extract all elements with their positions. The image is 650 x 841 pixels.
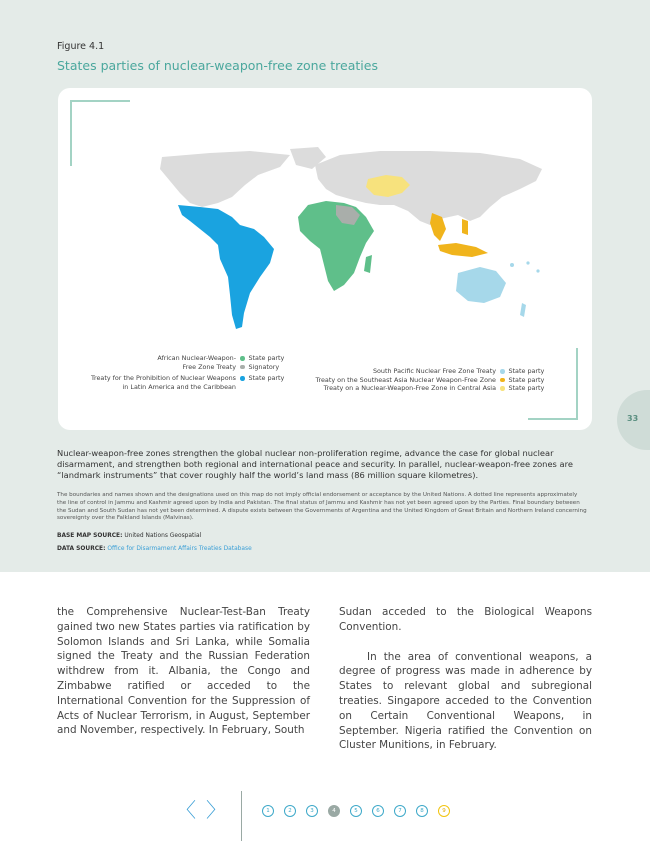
base-map-source xyxy=(57,533,201,539)
legend-label: African Nuclear-Weapon- xyxy=(157,354,236,362)
nav-divider xyxy=(241,791,242,841)
world-map xyxy=(140,145,560,345)
source-label: DATA SOURCE: xyxy=(57,546,106,552)
body-paragraph: In the area of conventional weapons, a degree of progress was made in adherence by States to relevant global and subregional treaties. Singapore acceded to the Convention on Certain Conventional Weapons, in September. Nigeria ratified the Convention on Cluster Munitions, in February. xyxy=(339,650,592,752)
legend-status: State party xyxy=(508,384,545,393)
legend-label: Free Zone Treaty xyxy=(182,362,236,371)
legend-label: Treaty on a Nuclear-Weapon-Free Zone in Central Asia xyxy=(323,384,496,393)
page-dot-active[interactable]: 4 xyxy=(328,805,340,817)
latin-america-zone xyxy=(178,205,274,329)
legend-status: State party xyxy=(508,375,545,384)
chevron-right-icon[interactable]: 〉 xyxy=(206,798,226,822)
north-america-land xyxy=(160,151,290,207)
legend-item-central-asia xyxy=(305,384,544,393)
new-zealand-zone xyxy=(520,303,526,317)
body-column-left xyxy=(57,605,310,753)
legend-label: Treaty on the Southeast Asia Nuclear Weapon-Free Zone xyxy=(315,375,496,384)
chevron-left-icon[interactable]: 〈 xyxy=(176,798,196,822)
figure-label xyxy=(57,41,104,52)
page-dot[interactable]: 6 xyxy=(372,805,384,817)
figure-caption: Nuclear-weapon-free zones strengthen the global nuclear non-proliferation regime, advance the case for global nuclear disarmament, and strengthen both regional and international peace and security. In parallel, nuclear-weapon-free zones are “landmark instruments” that cover roughly half the world’s land mass (86 million square kilometres). xyxy=(57,448,573,481)
philippines-zone xyxy=(462,219,468,235)
decorative-bracket-top-left xyxy=(70,100,130,166)
madagascar-zone xyxy=(364,255,372,273)
body-column-right xyxy=(339,605,592,768)
page-dot[interactable]: 5 xyxy=(350,805,362,817)
body-paragraph: the Comprehensive Nuclear-Test-Ban Treaty gained two new States parties via ratification by Solomon Islands and Sri Lanka, while Somalia signed the Treaty and the Russian Federation withdrew from it. Albania, the Congo and Zimbabwe ratified or acceded to the International Convention for the Suppression of Acts of Nuclear Terrorism, in August, September and November, respectively. In February, South xyxy=(57,606,310,737)
legend-item-latin-america xyxy=(76,374,284,391)
page-dot[interactable]: 1 xyxy=(262,805,274,817)
page-dot[interactable]: 7 xyxy=(394,805,406,817)
legend-right xyxy=(305,367,544,393)
page-dot[interactable]: 8 xyxy=(416,805,428,817)
source-label: BASE MAP SOURCE: xyxy=(57,533,123,539)
figure-title: States parties of nuclear-weapon-free zone treaties xyxy=(57,58,378,73)
legend-item-south-pacific xyxy=(305,367,544,376)
legend-status: State party xyxy=(508,367,545,375)
page-dot[interactable]: 3 xyxy=(306,805,318,817)
figure-label-text: Figure 4.1 xyxy=(57,41,105,52)
pacific-islands-zone xyxy=(526,261,529,264)
source-value: United Nations Geospatial xyxy=(124,533,202,539)
data-source-link[interactable]: Office for Disarmament Affairs Treaties Database xyxy=(107,546,252,552)
indonesia-zone xyxy=(438,243,488,257)
data-source xyxy=(57,546,252,552)
body-paragraph: Sudan acceded to the Biological Weapons Convention. xyxy=(339,606,592,633)
legend-status: State party xyxy=(248,374,285,383)
legend-left xyxy=(76,354,284,391)
australia-zone xyxy=(456,267,506,303)
legend-swatch xyxy=(500,386,505,391)
pacific-islands-zone xyxy=(510,263,514,267)
legend-label: in Latin America and the Caribbean xyxy=(122,382,236,391)
legend-swatch xyxy=(240,365,245,370)
legend-swatch xyxy=(240,356,245,361)
legend-status: State party xyxy=(248,354,285,362)
legend-item-africa xyxy=(76,354,284,371)
page-dot[interactable]: 2 xyxy=(284,805,296,817)
legend-swatch xyxy=(500,378,505,383)
legend-label: South Pacific Nuclear Free Zone Treaty xyxy=(372,367,496,375)
legend-swatch xyxy=(500,369,505,374)
pacific-islands-zone xyxy=(536,269,539,272)
map-disclaimer: The boundaries and names shown and the designations used on this map do not imply official endorsement or acceptance by the United Nations. A dotted line represents approximately the line of control in Jammu and Kashmir agreed upon by India and Pakistan. The final status of Jammu and Kashmir has not yet been agreed upon by the Parties. Final boundary between the Sudan and South Sudan has not yet been determined. A dispute exists between the Governments of Argentina and the United Kingdom of Great Britain and Northern Ireland concerning sovereignty over the Falkland Islands (Malvinas). xyxy=(57,492,587,522)
legend-item-southeast-asia xyxy=(305,376,544,385)
page-number: 33 xyxy=(627,414,639,423)
page-pagination xyxy=(262,805,460,817)
page-dot[interactable]: 9 xyxy=(438,805,450,817)
legend-label: Treaty for the Prohibition of Nuclear Weapons xyxy=(91,374,236,383)
legend-status: Signatory xyxy=(248,362,280,371)
legend-swatch xyxy=(240,376,245,381)
